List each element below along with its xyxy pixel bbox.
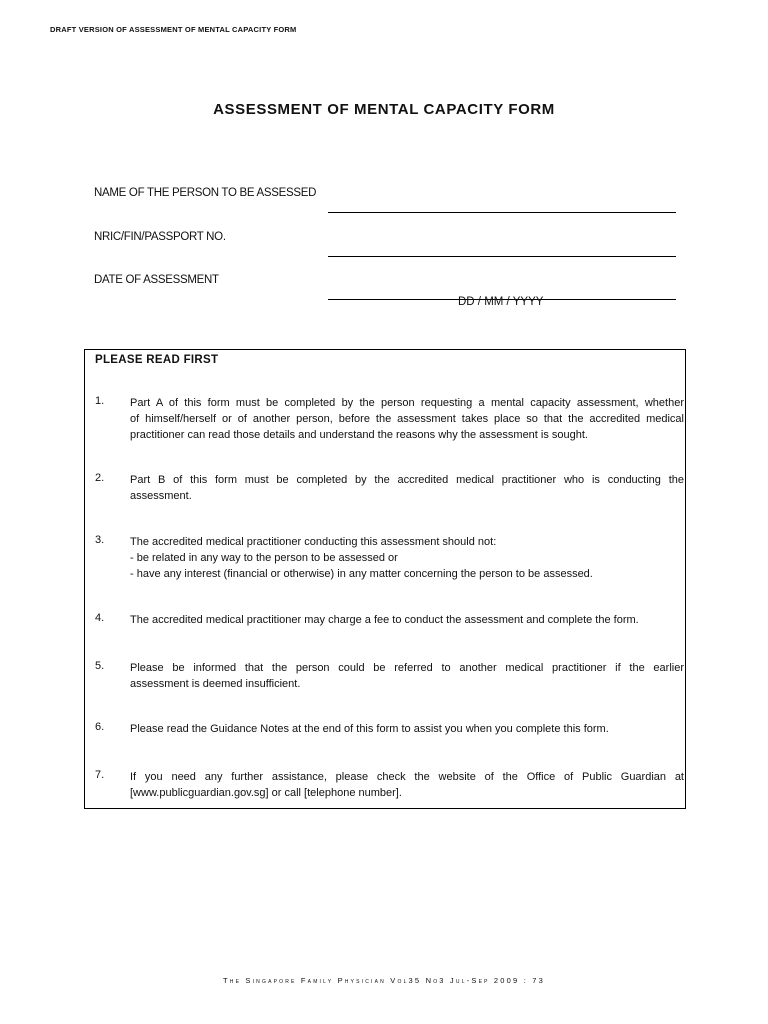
- instruction-number: 1.: [95, 395, 105, 407]
- nric-field-row: [94, 231, 676, 249]
- read-first-box: [84, 349, 686, 809]
- page-footer: The Singapore Family Physician Vol35 No3 Jul-Sep 2009 : 73: [222, 976, 546, 985]
- instruction-text: [130, 769, 684, 801]
- date-field-label: DATE OF ASSESSMENT: [94, 274, 219, 286]
- name-field-row: [94, 187, 676, 205]
- instruction-text: [130, 472, 684, 504]
- instruction-line: Please read the Guidance Notes at the end of this form to assist you when you complete this form.: [130, 723, 609, 735]
- instruction-line: Part A of this form must be completed by the person requesting a mental capacity assessment, whether: [130, 397, 684, 409]
- instruction-text: [130, 395, 684, 443]
- name-field-label: NAME OF THE PERSON TO BE ASSESSED: [94, 187, 317, 199]
- instruction-line: of himself/herself or of another person, before the assessment takes place so that the accredited medical: [130, 413, 684, 425]
- instruction-line: Please be informed that the person could be referred to another medical practitioner if the earlier: [130, 662, 684, 674]
- instruction-number: 5.: [95, 660, 105, 672]
- date-format-hint: DD / MM / YYYY: [458, 296, 544, 308]
- instruction-number: 3.: [95, 534, 105, 546]
- instruction-text: [130, 721, 684, 737]
- form-title: ASSESSMENT OF MENTAL CAPACITY FORM: [213, 101, 555, 118]
- instruction-text: [130, 534, 684, 582]
- instruction-line: - be related in any way to the person to be assessed or: [130, 552, 398, 564]
- instruction-line: The accredited medical practitioner may charge a fee to conduct the assessment and complete the form.: [130, 614, 639, 626]
- name-field-line[interactable]: [328, 199, 676, 213]
- instruction-line: assessment.: [130, 490, 192, 502]
- instruction-line: Part B of this form must be completed by the accredited medical practitioner who is conducting the: [130, 474, 684, 486]
- instruction-number: 7.: [95, 769, 105, 781]
- date-field-row: [94, 274, 676, 292]
- read-first-heading: PLEASE READ FIRST: [95, 354, 219, 366]
- nric-field-label: NRIC/FIN/PASSPORT NO.: [94, 231, 226, 243]
- instruction-text: [130, 660, 684, 692]
- instruction-line: practitioner can read those details and understand the reasons why the assessment is sought.: [130, 429, 588, 441]
- instruction-line: If you need any further assistance, please check the website of the Office of Public Guardian at: [130, 771, 684, 783]
- draft-header-note: DRAFT VERSION OF ASSESSMENT OF MENTAL CAPACITY FORM: [50, 25, 297, 34]
- instruction-line: - have any interest (financial or otherwise) in any matter concerning the person to be assessed.: [130, 568, 593, 580]
- instruction-number: 6.: [95, 721, 105, 733]
- instruction-line: assessment is deemed insufficient.: [130, 678, 301, 690]
- instruction-number: 2.: [95, 472, 105, 484]
- instruction-line: [www.publicguardian.gov.sg] or call [telephone number].: [130, 787, 402, 799]
- instruction-line: The accredited medical practitioner conducting this assessment should not:: [130, 536, 497, 548]
- instruction-number: 4.: [95, 612, 105, 624]
- nric-field-line[interactable]: [328, 243, 676, 257]
- instruction-text: [130, 612, 684, 628]
